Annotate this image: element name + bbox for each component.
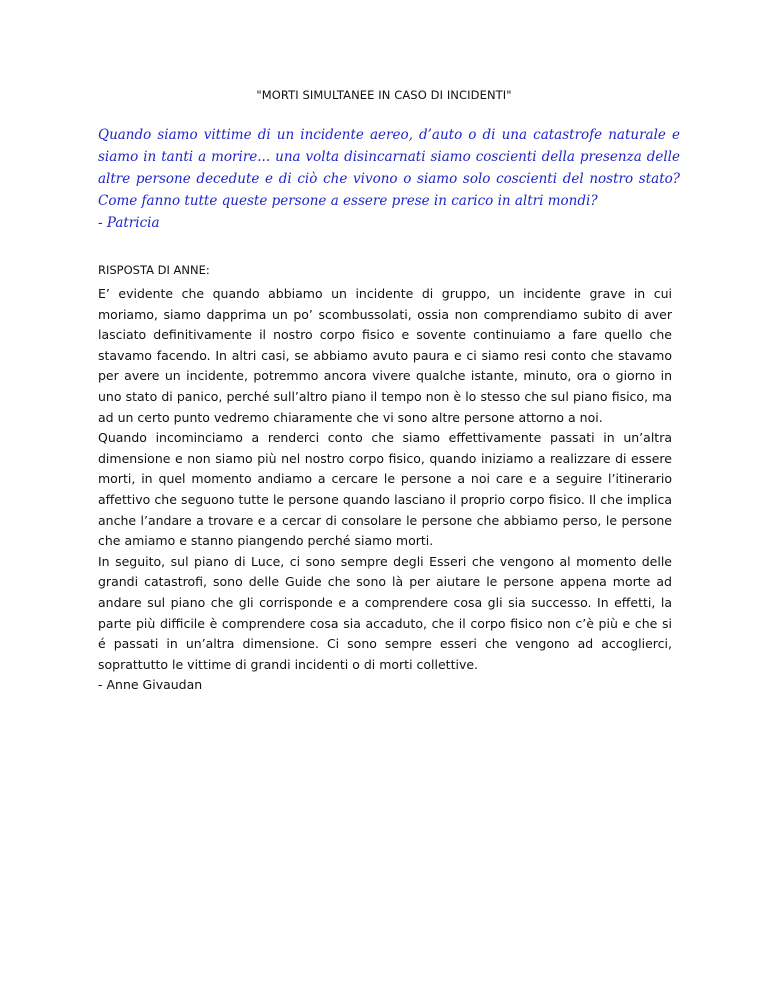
answer-block <box>98 284 672 696</box>
question-author: - Patricia <box>98 215 160 231</box>
question-block <box>98 124 680 234</box>
answer-signature: - Anne Givaudan <box>98 677 203 693</box>
question-text: Quando siamo vittime di un incidente aereo, d’auto o di una catastrofe naturale e siamo in tanti a morire... una volta disincarnati siamo coscienti della presenza delle altre persone decedute e di ciò che vivono o siamo solo coscienti del nostro stato? Come fanno tutte queste persone a essere prese in carico in altri mondi? <box>98 127 680 209</box>
answer-paragraph: Quando incominciamo a renderci conto che siamo effettivamente passati in un’altra dimensione e non siamo più nel nostro corpo fisico, quando iniziamo a realizzare di essere morti, in quel momento andiamo a cercare le persone a noi care e a seguire l’itinerario affettivo che seguono tutte le persone quando lasciano il proprio corpo fisico. Il che implica anche l’andare a trovare e a cercar di consolare le persone che abbiamo perso, le persone che amiamo e stanno piangendo perché siamo morti. <box>98 430 672 549</box>
answer-heading: RISPOSTA DI ANNE: <box>98 263 210 277</box>
answer-paragraph: In seguito, sul piano di Luce, ci sono sempre degli Esseri che vengono al momento delle grandi catastrofi, sono delle Guide che sono là per aiutare le persone appena morte ad andare sul piano che gli corrisponde e a comprendere cosa gli sia successo. In effetti, la parte più difficile è comprendere cosa sia accaduto, che il corpo fisico non c’è più e che si é passati in un’altra dimensione. Ci sono sempre esseri che vengono ad accoglierci, soprattutto le vittime di grandi incidenti o di morti collettive. <box>98 553 672 672</box>
document-title: "MORTI SIMULTANEE IN CASO DI INCIDENTI" <box>256 88 512 102</box>
answer-paragraph: E’ evidente che quando abbiamo un incidente di gruppo, un incidente grave in cui moriamo, siamo dapprima un po’ scombussolati, ossia non comprendiamo subito di aver lasciato definitivamente il nostro corpo fisico e sovente continuiamo a fare quello che stavamo facendo. In altri casi, se abbiamo avuto paura e ci siamo resi conto che stavamo per avere un incidente, potremmo ancora vivere qualche istante, minuto, ora o giorno in uno stato di panico, perché sull’altro piano il tempo non è lo stesso che sul piano fisico, ma ad un certo punto vedremo chiaramente che vi sono altre persone attorno a noi. <box>98 286 672 425</box>
